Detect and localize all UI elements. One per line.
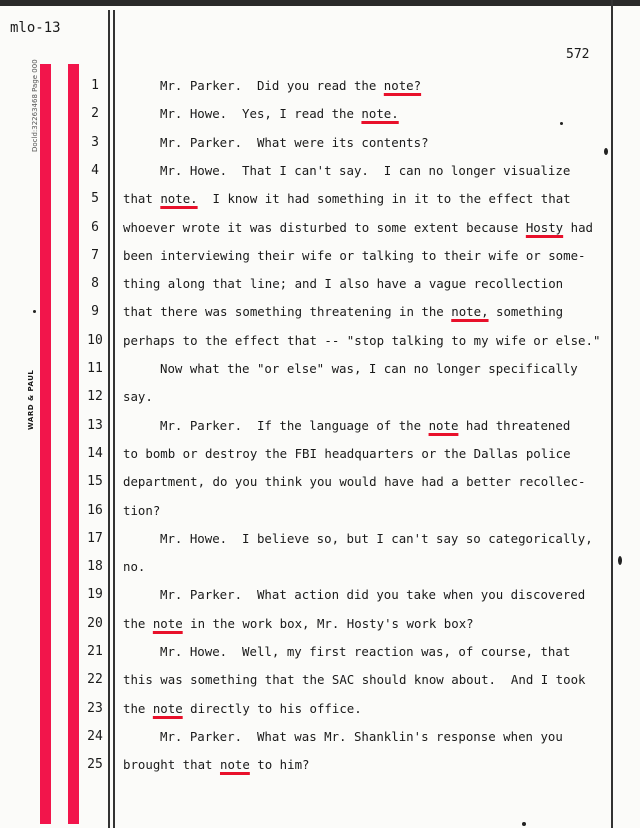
transcript-text: the (123, 615, 153, 631)
transcript-text: directly to his office. (182, 700, 362, 716)
transcript-line (123, 333, 600, 348)
scan-speck (604, 148, 608, 155)
highlighted-word: note (152, 700, 183, 716)
transcript-text: had threatened (458, 417, 571, 433)
line-number: 24 (87, 728, 103, 744)
transcript-text: Mr. Howe. I believe so, but I can't say so categorically, (160, 530, 593, 546)
transcript-text: say. (123, 389, 153, 405)
transcript-line (123, 389, 153, 404)
scan-speck (560, 122, 563, 125)
transcript-text: perhaps to the effect that -- "stop talking to my wife or else." (123, 332, 601, 348)
transcript-line (123, 304, 563, 319)
transcript-text: Mr. Parker. If the language of the (160, 417, 429, 433)
line-number: 19 (87, 587, 103, 603)
scan-speck (618, 556, 622, 565)
highlighted-word: note (152, 615, 183, 631)
transcript-text: Mr. Howe. Yes, I read the (160, 106, 362, 122)
line-number: 7 (91, 247, 99, 263)
transcript-line (123, 616, 474, 631)
transcript-text: department, do you think you would have had a better recollec- (123, 474, 586, 490)
redaction-bar-left (40, 64, 51, 824)
highlighted-word: note (428, 417, 459, 433)
line-number: 14 (87, 445, 103, 461)
line-number: 9 (91, 304, 99, 320)
scan-top-border (0, 0, 640, 6)
transcript-line (160, 78, 421, 93)
line-number: 18 (87, 559, 103, 575)
transcript-text: Now what the "or else" was, I can no longer specifically (160, 361, 578, 376)
transcript-text: had (563, 219, 593, 235)
line-number: 13 (87, 417, 103, 433)
transcript-line (123, 672, 586, 687)
transcript-line (160, 106, 399, 121)
line-number: 23 (87, 700, 103, 716)
transcript-line (160, 644, 570, 659)
transcript-line (123, 191, 571, 206)
transcript-line (123, 559, 145, 574)
highlighted-word: note (219, 757, 250, 773)
transcript-text: to bomb or destroy the FBI headquarters or the Dallas police (123, 445, 571, 461)
transcript-text: brought that (123, 757, 220, 773)
line-number: 25 (87, 757, 103, 773)
transcript-text: that (123, 191, 161, 207)
transcript-line (123, 220, 593, 235)
line-number: 3 (91, 134, 99, 150)
line-number: 21 (87, 644, 103, 659)
transcript-text: Mr. Parker. What was Mr. Shanklin's response when you (160, 728, 563, 744)
line-number: 16 (87, 502, 103, 518)
firm-name: WARD & PAUL (27, 369, 35, 430)
margin-rule-left-2 (113, 10, 115, 828)
transcript-line (123, 757, 310, 772)
transcript-text: in the work box, Mr. Hosty's work box? (182, 615, 474, 631)
transcript-text: Mr. Parker. What were its contents? (160, 134, 429, 150)
line-number: 22 (87, 672, 103, 688)
transcript-text: tion? (123, 502, 161, 518)
transcript-line (123, 276, 563, 291)
transcript-line (123, 474, 586, 489)
redaction-bar-right (68, 64, 79, 824)
transcript-text: this was something that the SAC should know about. And I took (123, 672, 586, 688)
line-number: 17 (87, 530, 103, 546)
transcript-text: Mr. Howe. That I can't say. I can no longer visualize (160, 162, 571, 178)
transcript-text: the (123, 700, 153, 716)
transcript-text: Mr. Howe. Well, my first reaction was, of course, that (160, 644, 571, 659)
transcript-text: been interviewing their wife or talking to their wife or some- (123, 247, 586, 263)
line-number: 20 (87, 615, 103, 631)
line-number: 11 (87, 361, 103, 376)
transcript-line (123, 701, 362, 716)
transcript-line (160, 135, 429, 150)
line-number: 1 (91, 78, 99, 93)
highlighted-word: note. (361, 106, 399, 122)
line-number: 4 (91, 162, 99, 178)
document-id: mlo-13 (10, 20, 61, 36)
highlighted-word: note? (383, 78, 422, 93)
line-number: 12 (87, 389, 103, 405)
margin-stamp: Docld:32263468 Page 000 (31, 59, 39, 152)
transcript-text: thing along that line; and I also have a vague recollection (123, 276, 564, 292)
line-number: 10 (87, 332, 103, 348)
scan-speck (33, 310, 36, 313)
transcript-line (160, 531, 593, 546)
transcript-text: that there was something threatening in the (123, 304, 452, 320)
highlighted-word: note, (451, 304, 489, 320)
transcript-text: I know it had something in it to the effect that (197, 191, 571, 207)
transcript-line (160, 361, 578, 376)
scan-speck (522, 822, 526, 826)
line-number: 15 (87, 474, 103, 490)
transcript-text: no. (123, 559, 146, 575)
transcript-text: to him? (249, 757, 310, 773)
line-number: 8 (91, 276, 99, 292)
transcript-line (160, 587, 585, 602)
transcript-text: Mr. Parker. What action did you take when you discovered (160, 587, 586, 603)
transcript-line (160, 729, 563, 744)
transcript-line (123, 446, 571, 461)
line-number: 6 (91, 219, 99, 235)
highlighted-word: note. (160, 191, 198, 207)
margin-rule-right (611, 0, 613, 828)
page-number: 572 (566, 47, 590, 62)
transcript-line (160, 418, 570, 433)
transcript-line (160, 163, 570, 178)
line-number: 2 (91, 106, 99, 122)
transcript-text: Mr. Parker. Did you read the (160, 78, 384, 93)
line-number: 5 (91, 191, 99, 207)
transcript-line (123, 503, 160, 518)
transcript-line (123, 248, 586, 263)
transcript-text: whoever wrote it was disturbed to some extent because (123, 219, 526, 235)
transcript-text: something (488, 304, 564, 320)
highlighted-word: Hosty (525, 219, 564, 235)
